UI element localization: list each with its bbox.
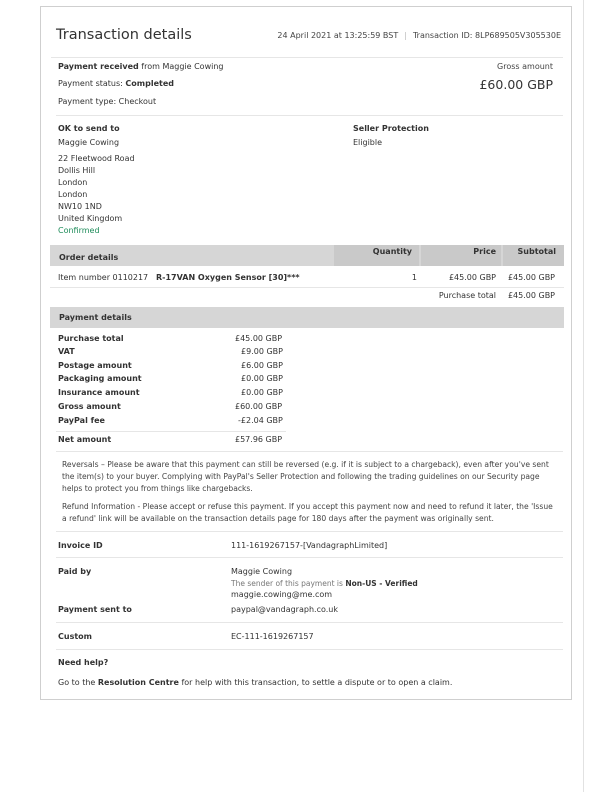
- sender-status-prefix: The sender of this payment is: [231, 579, 346, 588]
- item-number: Item number 0110217: [58, 273, 149, 282]
- paid-by-email[interactable]: maggie.cowing@me.com: [231, 590, 333, 599]
- paid-by-name[interactable]: Maggie Cowing: [231, 567, 293, 576]
- purchase-total-value: £45.00 GBP: [507, 291, 555, 300]
- page-edge: [583, 0, 584, 792]
- resolution-centre-link[interactable]: Resolution Centre: [97, 678, 179, 687]
- payment-row-value: £45.00 GBP: [235, 334, 283, 343]
- need-help-title: Need help?: [58, 658, 109, 667]
- custom-divider: [56, 649, 563, 650]
- payment-row-label: VAT: [58, 347, 75, 356]
- payment-sent-to-value[interactable]: paypal@vandagraph.co.uk: [231, 605, 338, 614]
- net-divider: [56, 431, 286, 432]
- paid-by-label: Paid by: [58, 567, 92, 576]
- help-text: [58, 678, 452, 687]
- transaction-card: [40, 6, 572, 700]
- shipping-name: Maggie Cowing: [58, 138, 120, 147]
- col-subtotal: Subtotal: [517, 247, 556, 256]
- seller-protection-title: Seller Protection: [353, 124, 429, 133]
- payment-row-value: £60.00 GBP: [235, 402, 283, 411]
- transaction-date: 24 April 2021 at 13:25:59 BST: [277, 31, 399, 40]
- item-name[interactable]: R-17VAN Oxygen Sensor [30]***: [156, 273, 300, 282]
- payment-details-header: [50, 307, 564, 328]
- purchase-total-label: Purchase total: [438, 291, 496, 300]
- net-amount-label: Net amount: [58, 435, 112, 444]
- payment-received-label: Payment received: [58, 62, 139, 71]
- item-quantity: 1: [411, 273, 417, 282]
- payment-row-value: £6.00 GBP: [241, 361, 283, 370]
- help-prefix: Go to the: [58, 678, 98, 687]
- payment-row-label: Insurance amount: [58, 388, 140, 397]
- payment-status: [58, 79, 174, 88]
- help-suffix: for help with this transaction, to settle a dispute or to open a claim.: [178, 678, 453, 687]
- payment-divider: [56, 451, 563, 452]
- payment-row-label: Purchase total: [58, 334, 124, 343]
- payment-received: [58, 62, 223, 71]
- sender-status-value: Non-US - Verified: [345, 579, 418, 588]
- address-line: London: [58, 190, 88, 199]
- item-price: £45.00 GBP: [448, 273, 496, 282]
- address-line: 22 Fleetwood Road: [58, 154, 135, 163]
- sentto-divider: [56, 622, 563, 623]
- notes-divider: [56, 531, 563, 532]
- address-line: London: [58, 178, 88, 187]
- transaction-meta: [277, 31, 561, 40]
- order-details-title: Order details: [59, 253, 119, 262]
- order-row-divider: [50, 287, 564, 288]
- item-subtotal: £45.00 GBP: [507, 273, 555, 282]
- payment-row-value: £0.00 GBP: [241, 374, 283, 383]
- summary-divider: [56, 115, 563, 116]
- payment-status-label: Payment status:: [58, 79, 126, 88]
- seller-protection-value: Eligible: [353, 138, 383, 147]
- ok-to-send-title: OK to send to: [58, 124, 120, 133]
- payment-row-label: Postage amount: [58, 361, 132, 370]
- invoice-id-label: Invoice ID: [58, 541, 103, 550]
- invoice-id-value: 111-1619267157-[VandagraphLimited]: [231, 541, 388, 550]
- payment-received-from: from Maggie Cowing: [138, 62, 224, 71]
- payment-sent-to-label: Payment sent to: [58, 605, 132, 614]
- gross-amount-label: Gross amount: [497, 62, 553, 71]
- page-title: Transaction details: [56, 27, 192, 43]
- address-line: Dollis Hill: [58, 166, 96, 175]
- invoice-divider: [56, 557, 563, 558]
- payment-status-value: Completed: [125, 79, 174, 88]
- col-quantity: Quantity: [372, 247, 412, 256]
- order-details-header: [50, 245, 564, 266]
- reversals-note: Reversals – Please be aware that this payment can still be reversed (e.g. if it is subject to a chargeback), even after you've sent the item(s) to your buyer. Complying with PayPal's Seller Protection and following the trading guidelines on our Security page helps to protect you from things like chargebacks.: [62, 460, 549, 493]
- payment-row-value: -£2.04 GBP: [238, 416, 283, 425]
- refund-note: Refund Information - Please accept or refuse this payment. If you accept this payment now and need to refund it later, the 'Issue a refund' link will be available on the transaction details page for 180 days after the payment was originally sent.: [62, 502, 553, 523]
- transaction-id[interactable]: 8LP689505V305530E: [475, 31, 561, 40]
- payment-type: Payment type: Checkout: [58, 97, 157, 106]
- header-divider: [51, 57, 563, 58]
- address-line: United Kingdom: [58, 214, 123, 223]
- sender-status: [231, 579, 418, 588]
- payment-row-label: PayPal fee: [58, 416, 105, 425]
- payment-row-label: Gross amount: [58, 402, 121, 411]
- gross-amount-value: £60.00 GBP: [479, 77, 553, 92]
- col-price: Price: [473, 247, 496, 256]
- payment-row-label: Packaging amount: [58, 374, 142, 383]
- payment-row-value: £9.00 GBP: [241, 347, 283, 356]
- custom-value: EC-111-1619267157: [231, 632, 314, 641]
- payment-row-value: £0.00 GBP: [241, 388, 283, 397]
- address-confirmed: Confirmed: [58, 226, 100, 235]
- custom-label: Custom: [58, 632, 92, 641]
- transaction-id-label: Transaction ID:: [412, 31, 473, 40]
- meta-separator: |: [404, 31, 407, 40]
- address-line: NW10 1ND: [58, 202, 102, 211]
- payment-details-title: Payment details: [59, 313, 132, 322]
- net-amount-value: £57.96 GBP: [235, 435, 283, 444]
